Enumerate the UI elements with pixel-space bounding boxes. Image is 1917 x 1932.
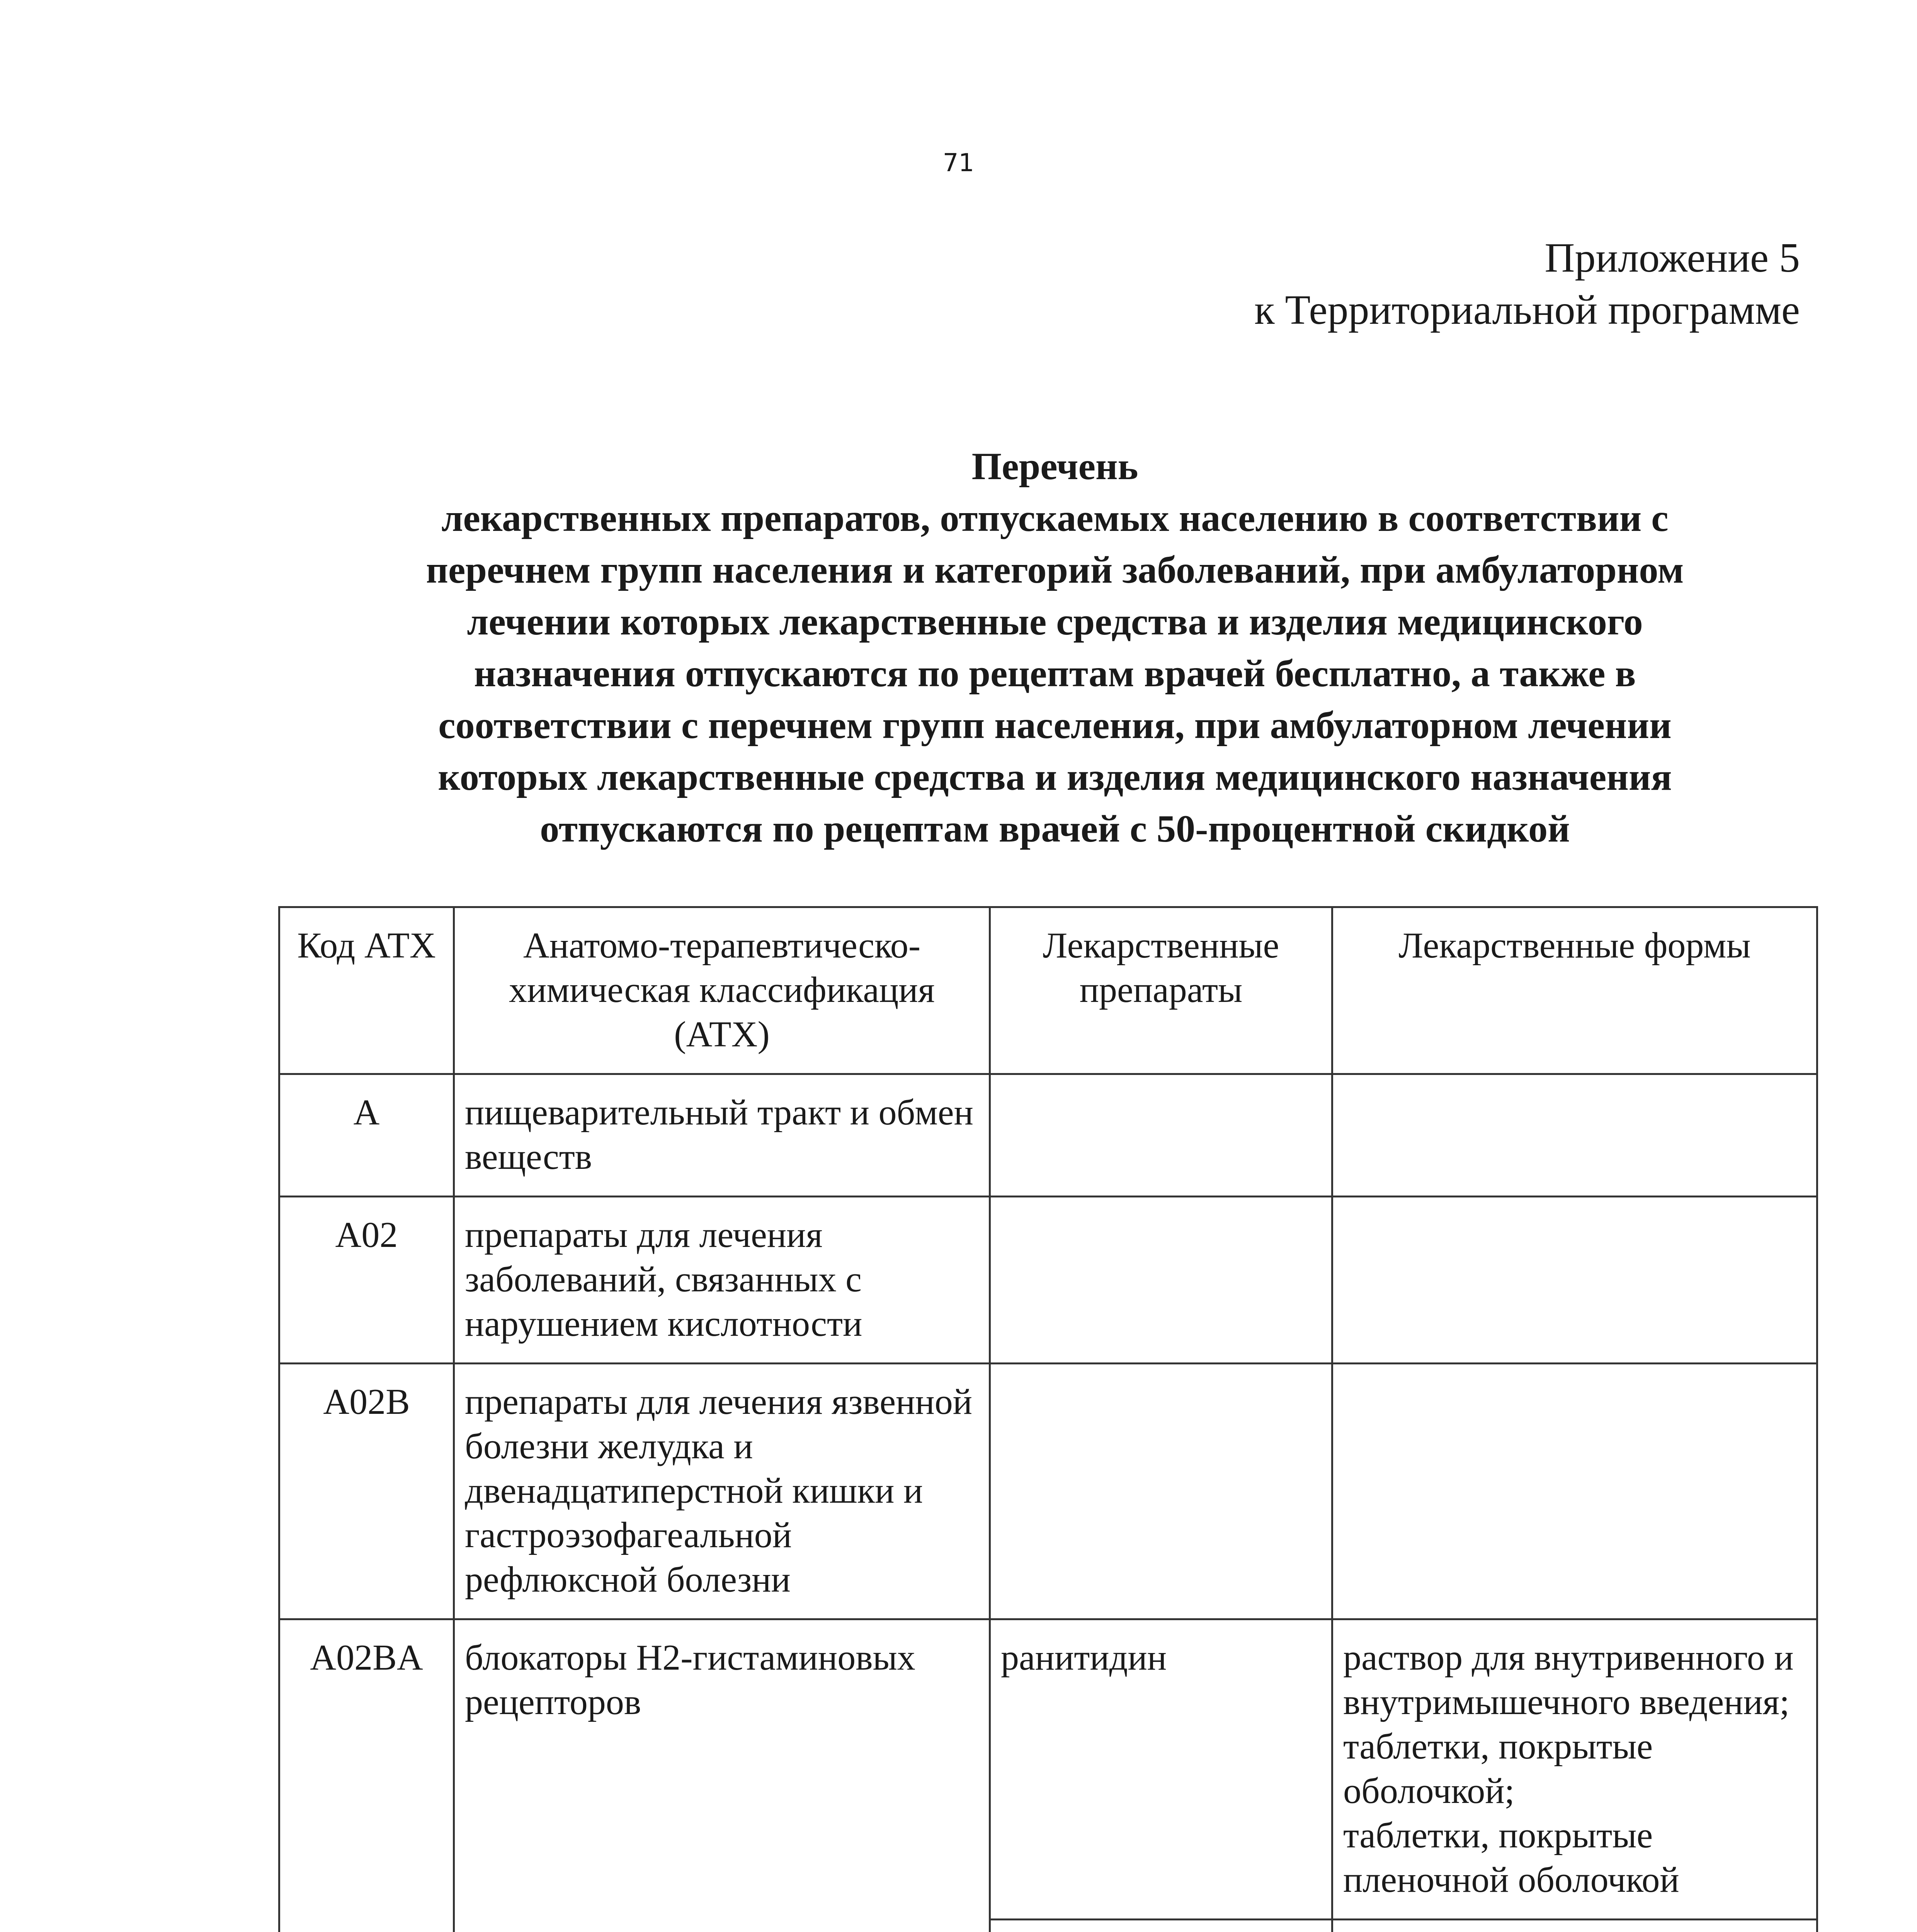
drug-name: [990, 1364, 1332, 1619]
appendix-reference: [1254, 232, 1800, 336]
dosage-forms: [1332, 1074, 1817, 1197]
header-drugs: Лекарственные препараты: [990, 907, 1332, 1074]
title-line: перечнем групп населения и категорий заболеваний, при амбулаторном: [426, 548, 1684, 591]
atc-code: A02: [279, 1197, 454, 1364]
table-row: [279, 1197, 1817, 1364]
appendix-line: Приложение 5: [1544, 235, 1800, 281]
atc-classification: препараты для лечения язвенной болезни желудка и двенадцатиперстной кишки и гастроэзофагеальной рефлюксной болезни: [454, 1364, 990, 1619]
atc-code: A02B: [279, 1364, 454, 1619]
table-header-row: [279, 907, 1817, 1074]
header-forms: Лекарственные формы: [1332, 907, 1817, 1074]
atc-classification: пищеварительный тракт и обмен веществ: [454, 1074, 990, 1197]
header-code: Код АТХ: [279, 907, 454, 1074]
drug-name: [990, 1197, 1332, 1364]
dosage-forms: [1332, 1197, 1817, 1364]
drug-name: [990, 1074, 1332, 1197]
atc-code: A02BA: [279, 1619, 454, 1932]
dosage-forms: раствор для внутривенного и внутримышечного введения; таблетки, покрытые оболочкой; таблетки, покрытые пленочной оболочкой: [1332, 1619, 1817, 1920]
title-line: назначения отпускаются по рецептам врачей бесплатно, а также в: [474, 652, 1636, 695]
header-classification: Анатомо-терапевтическо-химическая классификация (АТХ): [454, 907, 990, 1074]
dosage-forms: [1332, 1364, 1817, 1619]
drug-name: ранитидин: [990, 1619, 1332, 1920]
atc-classification: препараты для лечения заболеваний, связанных с нарушением кислотности: [454, 1197, 990, 1364]
title-line: лечении которых лекарственные средства и изделия медицинского: [467, 600, 1643, 643]
appendix-line: к Территориальной программе: [1254, 287, 1800, 333]
document-title: [270, 440, 1839, 855]
title-line: соответствии с перечнем групп населения, при амбулаторном лечении: [438, 704, 1672, 747]
atc-classification: блокаторы H2-гистаминовых рецепторов: [454, 1619, 990, 1932]
title-line: которых лекарственные средства и изделия медицинского назначения: [438, 755, 1672, 798]
dosage-forms: [1332, 1920, 1817, 1932]
drug-name: [990, 1920, 1332, 1932]
title-line: отпускаются по рецептам врачей с 50-процентной скидкой: [540, 807, 1570, 850]
atc-code: A: [279, 1074, 454, 1197]
page-number: 71: [942, 149, 975, 177]
title-heading: Перечень: [971, 445, 1138, 488]
drug-list-table: [278, 906, 1818, 1932]
table-row: [279, 1074, 1817, 1197]
table-row: [279, 1364, 1817, 1619]
title-line: лекарственных препаратов, отпускаемых населению в соответствии с: [441, 497, 1669, 539]
table-row: [279, 1619, 1817, 1920]
